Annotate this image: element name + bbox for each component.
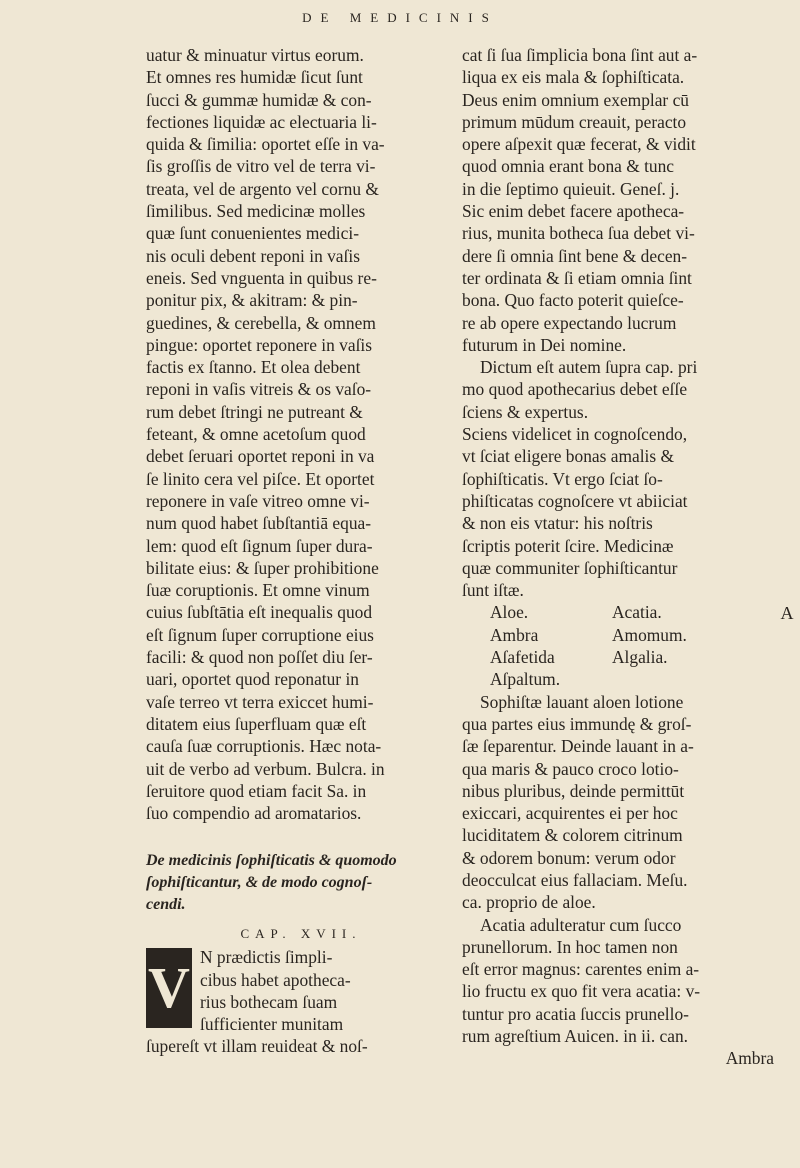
drug-name: Amomum.: [612, 624, 687, 645]
text-line: phiſticatas cognoſcere vt abiiciat: [462, 490, 688, 511]
list-row: [462, 624, 774, 646]
text-line: ca. proprio de aloe.: [462, 892, 596, 913]
text-line: De medicinis ſophiſticatis & quomodo: [146, 852, 397, 870]
text-line: quæ communiter ſophiſticantur: [462, 557, 678, 578]
text-line: exiccari, acquirentes ei per hoc: [462, 803, 678, 824]
text-line: quod omnia erant bona & tunc: [462, 156, 675, 177]
text-line: Sic enim debet facere apotheca-: [462, 201, 685, 222]
text-line: vaſe terreo vt terra exiccet humi-: [146, 691, 374, 712]
text-line: mo quod apothecarius debet eſſe: [462, 379, 688, 400]
text-line: facili: & quod non poſſet diu ſer-: [146, 647, 373, 668]
left-column: [146, 44, 456, 1058]
text-line: cauſa ſuæ corruptionis. Hæc nota-: [146, 736, 382, 757]
text-line: ſcriptis poterit ſcire. Medicinæ: [462, 535, 674, 556]
chapter-number: CAP. XVII.: [240, 926, 362, 942]
text-line: feteant, & omne acetoſum quod: [146, 424, 366, 445]
text-line: primum mūdum creauit, peracto: [462, 111, 687, 132]
text-line: pingue: oportet reponere in vaſis: [146, 334, 373, 355]
text-line: nibus pluribus, deinde permittūt: [462, 780, 685, 801]
text-line: Sophiſtæ lauant aloen lotione: [480, 691, 684, 712]
text-line: ter ordinata & ſi etiam omnia ſint: [462, 267, 692, 288]
text-line: ſciens & expertus.: [462, 401, 589, 422]
text-line: qua maris & pauco croco lotio-: [462, 758, 679, 779]
right-paragraph-acatia: [462, 914, 774, 1048]
chapter-heading: [146, 850, 456, 916]
list-row: [462, 646, 774, 668]
left-body-text: [146, 44, 456, 824]
text-line: N prædictis ſimpli-: [200, 947, 333, 968]
text-line: eſt error magnus: carentes enim a-: [462, 959, 700, 980]
text-line: debet ſeruari oportet reponi in va: [146, 446, 375, 467]
text-line: fectiones liquidæ ac electuaria li-: [146, 111, 377, 132]
right-paragraph-3: [462, 423, 774, 601]
text-line: Deus enim omnium exemplar cū: [462, 89, 689, 110]
text-line: bona. Quo facto poterit quieſce-: [462, 290, 684, 311]
text-line: Dictum eſt autem ſupra cap. pri: [480, 357, 698, 378]
text-line: ſupereſt vt illam reuideat & noſ-: [146, 1036, 368, 1057]
text-line: ponitur pix, & akitram: & pin-: [146, 290, 358, 311]
text-line: ſe linito cera vel piſce. Et oportet: [146, 468, 375, 489]
text-line: num quod habet ſubſtantiā equa-: [146, 513, 372, 534]
right-paragraph-aloe: [462, 691, 774, 914]
text-line: ſophiſticantur, & de modo cognoſ-: [146, 874, 373, 892]
text-line: uari, oportet quod reponatur in: [146, 669, 359, 690]
text-line: factis ex ſtanno. Et olea debent: [146, 357, 361, 378]
text-line: cibus habet apotheca-: [200, 969, 351, 990]
list-row: [462, 668, 774, 690]
text-line: quæ ſunt conuenientes medici-: [146, 223, 359, 244]
text-line: & non eis vtatur: his noſtris: [462, 513, 653, 534]
text-line: treata, vel de argento vel cornu &: [146, 178, 379, 199]
text-line: reponi in vaſis vitreis & os vaſo-: [146, 379, 372, 400]
drug-name: Aſpaltum.: [490, 669, 561, 690]
drug-name: Ambra: [490, 624, 539, 645]
text-line: ſæ ſeparentur. Deinde lauant in a-: [462, 736, 694, 757]
text-line: quida & ſimilia: oportet eſſe in va-: [146, 134, 385, 155]
text-line: re ab opere expectando lucrum: [462, 312, 677, 333]
text-line: in die ſeptimo quieuit. Geneſ. j.: [462, 178, 680, 199]
sophisticated-drugs-list: [462, 601, 774, 690]
text-line: luciditatem & colorem citrinum: [462, 825, 683, 846]
right-column: [462, 44, 774, 1070]
text-line: opere aſpexit quæ fecerat, & vidit: [462, 134, 696, 155]
text-line: dere ſi omnia ſint bene & decen-: [462, 245, 688, 266]
text-line: uatur & minuatur virtus eorum.: [146, 45, 364, 65]
text-line: lio fructu ex quo fit vera acatia: v-: [462, 981, 701, 1002]
drug-name: Aſafetida: [490, 647, 555, 668]
text-line: deocculcat eius fallaciam. Meſu.: [462, 869, 688, 890]
text-line: ſucci & gummæ humidæ & con-: [146, 89, 372, 110]
text-line: ſufficienter munitam: [200, 1014, 344, 1035]
text-line: liqua ex eis mala & ſophiſticata.: [462, 67, 685, 88]
text-line: Sciens videlicet in cognoſcendo,: [462, 424, 688, 445]
text-line: rius bothecam ſuam: [200, 991, 338, 1012]
text-line: ditatem eius ſuperfluam quæ eſt: [146, 713, 367, 734]
drug-name: Acatia.: [612, 602, 662, 623]
text-line: rum debet ſtringi ne putreant &: [146, 401, 363, 422]
text-line: Et omnes res humidæ ſicut ſunt: [146, 67, 363, 88]
margin-letter: A: [780, 603, 794, 623]
text-line: futurum in Dei nomine.: [462, 334, 627, 355]
text-line: ſuæ coruptionis. Et omne vinum: [146, 580, 370, 601]
text-line: rius, munita botheca ſua debet vi-: [462, 223, 695, 244]
text-line: ſeruitore quod etiam facit Sa. in: [146, 780, 367, 801]
text-line: ſuo compendio ad aromatarios.: [146, 803, 362, 824]
catchword: Ambra: [725, 1048, 774, 1069]
text-line: uit de verbo ad verbum. Bulcra. in: [146, 758, 385, 779]
text-line: cendi.: [146, 896, 186, 914]
text-line: eſt ſignum ſuper corruptione eius: [146, 624, 374, 645]
text-line: vt ſciat eligere bonas amalis &: [462, 446, 674, 467]
text-line: eneis. Sed vnguenta in quibus re-: [146, 267, 377, 288]
text-line: lem: quod eſt ſignum ſuper dura-: [146, 535, 373, 556]
right-paragraph-2: [462, 356, 774, 423]
text-line: ſophiſticatis. Vt ergo ſciat ſo-: [462, 468, 663, 489]
drug-name: Algalia.: [612, 647, 668, 668]
text-line: guedines, & cerebella, & omnem: [146, 312, 376, 333]
initial-paragraph: [146, 946, 456, 1035]
initial-paragraph-lines: [200, 946, 351, 1035]
text-line: rum agreſtium Auicen. in ii. can.: [462, 1026, 689, 1047]
text-line: cuius ſubſtātia eſt inequalis quod: [146, 602, 373, 623]
text-line: reponere in vaſe vitreo omne vi-: [146, 490, 370, 511]
list-row: [462, 601, 774, 623]
text-line: ſis groſſis de vitro vel de terra vi-: [146, 156, 376, 177]
text-line: tuntur pro acatia ſuccis prunello-: [462, 1003, 689, 1024]
running-head: DE MEDICINIS: [302, 10, 498, 25]
text-line: bilitate eius: & ſuper prohibitione: [146, 557, 379, 578]
drug-name: Aloe.: [490, 602, 529, 623]
decorated-initial-letter: V: [146, 948, 192, 1028]
text-line: nis oculi debent reponi in vaſis: [146, 245, 360, 266]
text-line: cat ſi ſua ſimplicia bona ſint aut a-: [462, 45, 698, 65]
text-line: & odorem bonum: verum odor: [462, 847, 676, 868]
text-line: prunellorum. In hoc tamen non: [462, 936, 678, 957]
text-line: ſimilibus. Sed medicinæ molles: [146, 201, 366, 222]
right-paragraph-1: [462, 44, 774, 356]
text-line: Acatia adulteratur cum ſucco: [480, 914, 682, 935]
text-line: qua partes eius immundę & groſ-: [462, 713, 692, 734]
text-line: ſunt iſtæ.: [462, 580, 524, 601]
